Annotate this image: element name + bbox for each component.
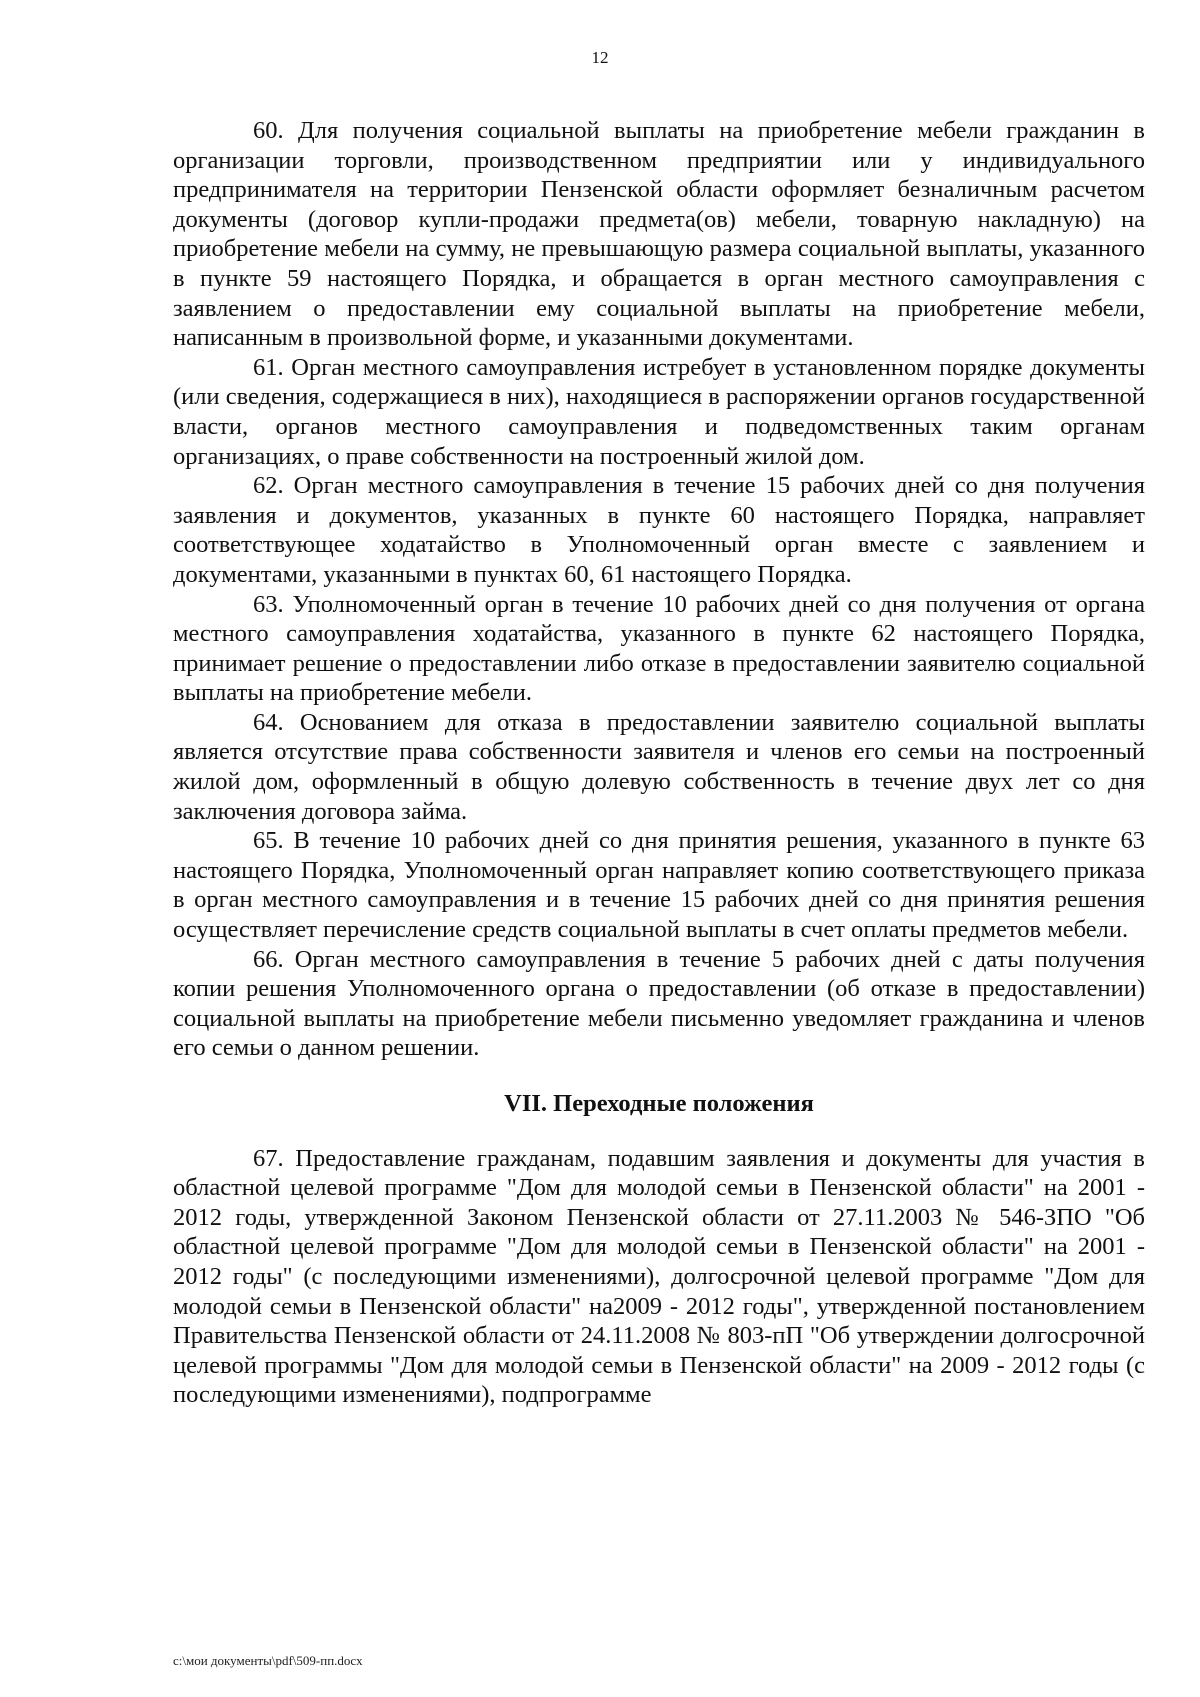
paragraph-64: 64. Основанием для отказа в предоставлении заявителю социальной выплаты является отсутствие права собственности заявителя и членов его семьи на построенный жилой дом, оформленный в общую долевую собственность в течение двух лет со дня заключения договора займа. xyxy=(173,708,1145,825)
paragraph-60: 60. Для получения социальной выплаты на приобретение мебели гражданин в организации торговли, производственном предприятии или у индивидуального предпринимателя на территории Пензенской области оформляет безналичным расчетом документы (договор купли-продажи предмета(ов) мебели, товарную накладную) на приобретение мебели на сумму, не превышающую размера социальной выплаты, указанного в пункте 59 настоящего Порядка, и обращается в орган местного самоуправления с заявлением о предоставлении ему социальной выплаты на приобретение мебели, написанным в произвольной форме, и указанными документами. xyxy=(173,117,1145,352)
paragraph-62: 62. Орган местного самоуправления в течение 15 рабочих дней со дня получения заявления и документов, указанных в пункте 60 настоящего Порядка, направляет соответствующее ходатайство в Уполномоченный орган вместе с заявлением и документами, указанными в пунктах 60, 61 настоящего Порядка. xyxy=(173,472,1145,588)
page-number: 12 xyxy=(591,48,609,67)
paragraph-63: 63. Уполномоченный орган в течение 10 рабочих дней со дня получения от органа местного самоуправления ходатайства, указанного в пункте 62 настоящего Порядка, принимает решение о предоставлении либо отказе в предоставлении заявителю социальной выплаты на приобретение мебели. xyxy=(173,590,1145,707)
paragraph-61: 61. Орган местного самоуправления истребует в установленном порядке документы (или сведения, содержащиеся в них), находящиеся в распоряжении органов государственной власти, органов местного самоуправления и подведомственных таким органам организациях, о праве собственности на построенный жилой дом. xyxy=(173,353,1145,470)
paragraph-67: 67. Предоставление гражданам, подавшим заявления и документы для участия в областной целевой программе "Дом для молодой семьи в Пензенской области" на 2001 - 2012 годы, утвержденной Законом Пензенской области от 27.11.2003 № 546-ЗПО "Об областной целевой программе "Дом для молодой семьи в Пензенской области" на 2001 - 2012 годы" (с последующими изменениями), долгосрочной целевой программе "Дом для молодой семьи в Пензенской области" на2009 - 2012 годы", утвержденной постановлением Правительства Пензенской области от 24.11.2008 № 803-пП "Об утверждении долгосрочной целевой программы "Дом для молодой семьи в Пензенской области" на 2009 - 2012 годы (с последующими изменениями), подпрограмме xyxy=(173,1144,1145,1409)
paragraph-66: 66. Орган местного самоуправления в течение 5 рабочих дней с даты получения копии решения Уполномоченного органа о предоставлении (об отказе в предоставлении) социальной выплаты на приобретение мебели письменно уведомляет гражданина и членов его семьи о данном решении. xyxy=(173,945,1145,1062)
section-heading: VII. Переходные положения xyxy=(504,1090,814,1117)
paragraph-65: 65. В течение 10 рабочих дней со дня принятия решения, указанного в пункте 63 настоящего Порядка, Уполномоченный орган направляет копию соответствующего приказа в орган местного самоуправления и в течение 15 рабочих дней со дня принятия решения осуществляет перечисление средств социальной выплаты в счет оплаты предметов мебели. xyxy=(173,827,1145,944)
document-body xyxy=(173,116,1145,1410)
footer-file-path: c:\мои документы\pdf\509-пп.docx xyxy=(173,1653,363,1668)
